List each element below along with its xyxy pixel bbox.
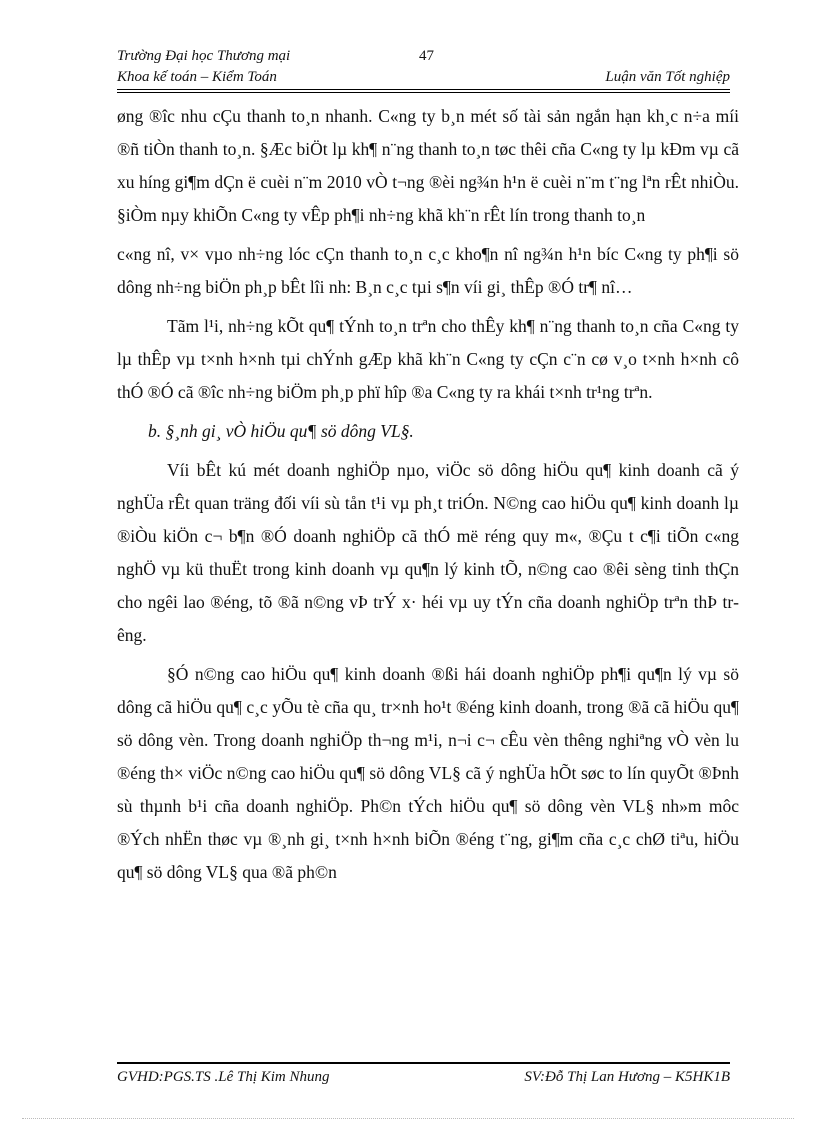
header-faculty: Khoa kế toán – Kiểm Toán — [117, 69, 277, 85]
paragraph-efficiency: Víi bÊt kú mét doanh nghiÖp nµo, viÖc sö dông hiÖu qu¶ kinh doanh cã ý nghÜa rÊt quan träng đối víi sù tån t¹i vµ ph¸t triÓn. N©ng cao hiÖu qu¶ kinh doanh lµ ®iÒu kiÖn c¬ b¶n ®Ó doanh nghiÖp cã thÓ më réng quy m«, ®Çu t c¶i tiÕn c«ng nghÖ vµ kü thuËt trong kinh doanh vµ qu¶n lý kinh tÕ, n©ng cao ®êi sèng tinh thÇn cho ngêi lao ®éng, tõ ®ã n©ng vÞ trÝ x· héi vµ uy tÝn cña doanh nghiÖp trªn thÞ trêng. — [117, 460, 739, 645]
footer-supervisor: GVHD:PGS.TS .Lê Thị Kim Nhung — [117, 1069, 330, 1085]
page-number: 47 — [419, 48, 434, 64]
header-thesis-title: Luận văn Tốt nghiệp — [605, 69, 730, 85]
section-heading: b. §¸nh gi¸ vÒ hiÖu qu¶ sö dông VL§. — [148, 421, 414, 441]
paragraph-summary: Tãm l¹i, nh÷ng kÕt qu¶ tÝnh to¸n trªn cho thÊy kh¶ n¨ng thanh to¸n cña C«ng ty lµ thÊp vµ t×nh h×nh tµi chÝnh gÆp khã kh¨n C«ng ty cÇn c¨n cø v¸o t×nh h×nh cô thÓ ®Ó cã ®îc nh÷ng biÖm ph¸p phï hîp ®a C«ng ty ra khái t×nh tr¹ng trªn. — [117, 316, 739, 402]
paragraph-working-capital: §Ó n©ng cao hiÖu qu¶ kinh doanh ®ßi hái doanh nghiÖp ph¶i qu¶n lý vµ sö dông cã hiÖu qu¶ c¸c yÕu tè cña qu¸ tr×nh ho¹t ®éng kinh doanh, trong ®ã cã hiÖu qu¶ sö dông vèn. Trong doanh nghiÖp th¬ng m¹i, n¬i c¬ cÊu vèn thêng nghiªng vÒ vèn lu ®éng th× viÖc n©ng cao hiÖu qu¶ sö dông VL§ cã ý nghÜa hÕt søc to lín quyÕt ®Þnh sù thµnh b¹i cña doanh nghiÖp. Ph©n tÝch hiÖu qu¶ sö dông vèn VL§ nh»m môc ®Ých nhËn thøc vµ ®¸nh gi¸ t×nh h×nh biÕn ®éng t¨ng, gi¶m cña c¸c chØ tiªu, hiÖu qu¶ sö dông VL§ qua ®ã ph©n — [117, 664, 739, 882]
header-school: Trường Đại học Thương mại — [117, 48, 291, 64]
header-rule-inner — [117, 92, 730, 93]
paragraph-debt: c«ng nî, v× vµo nh÷ng lóc cÇn thanh to¸n c¸c kho¶n nî ng¾n h¹n bíc C«ng ty ph¶i sö dông nh÷ng biÖn ph¸p bÊt lîi nh: B¸n c¸c tµi s¶n víi gi¸ thÊp ®Ó tr¶ nî… — [117, 244, 739, 297]
footer-rule — [117, 1062, 730, 1064]
paragraph-continued: øng ®îc nhu cÇu thanh to¸n nhanh. C«ng ty b¸n mét số tài sản ngắn hạn kh¸c n÷a míi ®ñ tiÒn thanh to¸n. §Æc biÖt lµ kh¶ n¨ng thanh to¸n tøc thêi cña C«ng ty lµ kÐm vµ cã xu híng gi¶m dÇn ë cuèi n¨m 2010 vÒ t¬ng ®èi ng¾n h¹n ë cuèi n¨m t¨ng lªn rÊt nhiÒu. §iÒm nµy khiÕn C«ng ty vÊp ph¶i nh÷ng khã kh¨n rÊt lín trong thanh to¸n — [117, 106, 739, 225]
footer-student: SV:Đỗ Thị Lan Hương – K5HK1B — [524, 1069, 730, 1085]
document-body — [117, 100, 739, 895]
page-edge-dots — [22, 1118, 794, 1119]
header-rule — [117, 89, 730, 90]
